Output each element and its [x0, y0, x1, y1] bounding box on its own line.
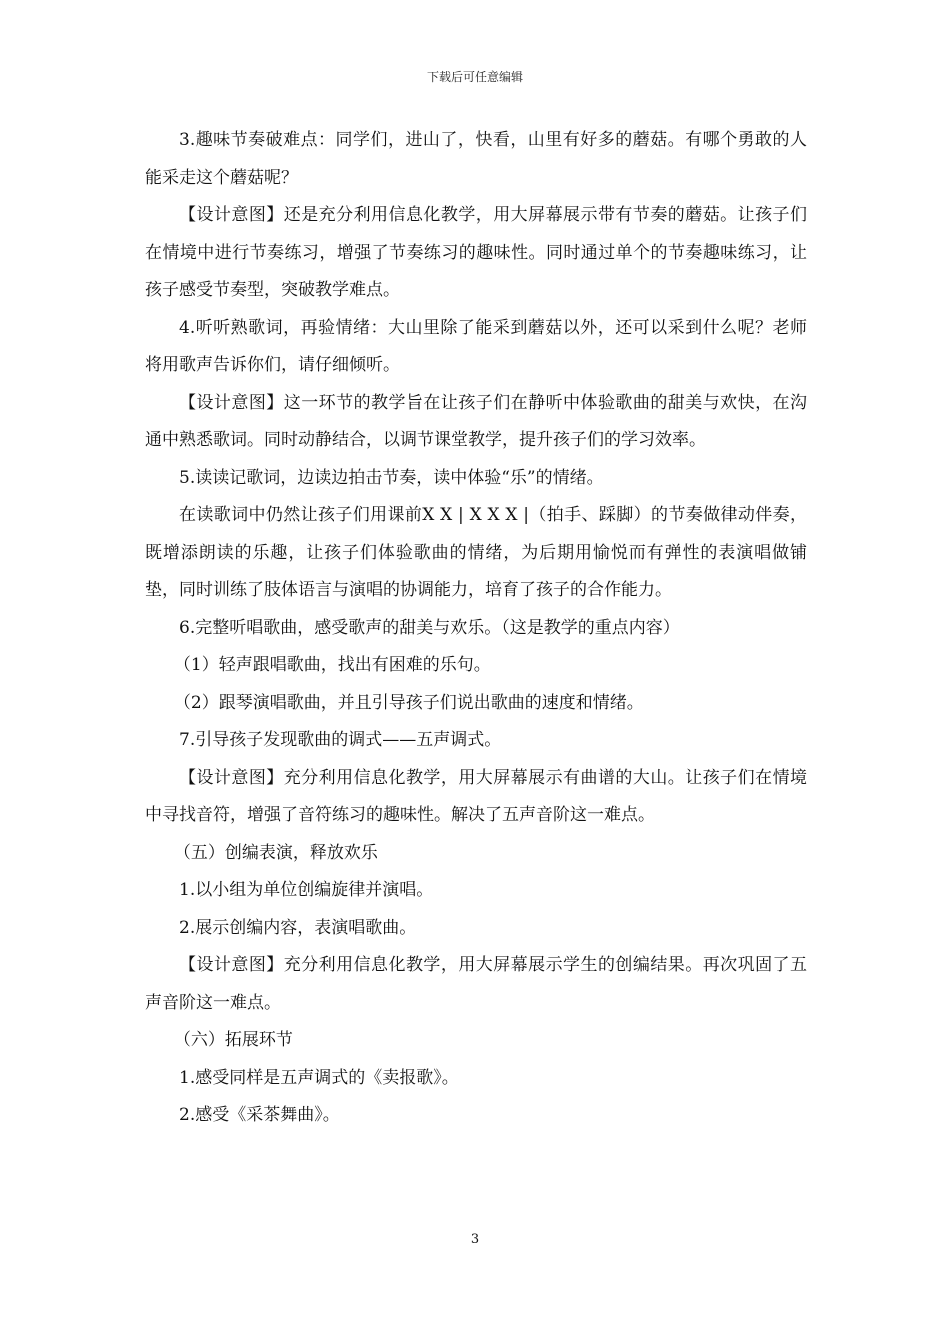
document-body: [145, 122, 807, 1135]
paragraph-substep-1: （1）轻声跟唱歌曲，找出有困难的乐句。: [173, 655, 491, 675]
paragraph-extend-step-1: 1.感受同样是五声调式的《卖报歌》。: [179, 1067, 459, 1088]
paragraph-create-step-1: 1.以小组为单位创编旋律并演唱。: [179, 880, 434, 900]
paragraph-substep-2: （2）跟琴演唱歌曲，并且引导孩子们说出歌曲的速度和情绪。: [173, 692, 644, 713]
section-heading-six: （六）拓展环节: [173, 1030, 293, 1050]
section-heading-five: （五）创编表演，释放欢乐: [173, 842, 378, 863]
paragraph-step-4: 4.听听熟歌词，再验情绪：大山里除了能采到蘑菇以外，还可以采到什么呢？老师将用歌声告诉你们，请仔细倾听。: [145, 317, 807, 375]
paragraph-step-3: 3.趣味节奏破难点：同学们，进山了，快看，山里有好多的蘑菇。有哪个勇敢的人能采走这个蘑菇呢？: [145, 130, 807, 188]
paragraph-design-intent-1: 【设计意图】还是充分利用信息化教学，用大屏幕展示带有节奏的蘑菇。让孩子们在情境中进行节奏练习，增强了节奏练习的趣味性。同时通过单个的节奏趣味练习，让孩子感受节奏型，突破教学难点。: [145, 205, 807, 300]
paragraph-extend-step-2: 2.感受《采茶舞曲》。: [179, 1105, 340, 1125]
page-number: 3: [470, 1232, 480, 1247]
paragraph-step-7: 7.引导孩子发现歌曲的调式——五声调式。: [179, 730, 502, 750]
paragraph-rhythm-accompaniment: 在读歌词中仍然让孩子们用课前X X | X X X |（拍手、踩脚）的节奏做律动伴奏，既增添朗读的乐趣，让孩子们体验歌曲的情绪，为后期用愉悦而有弹性的表演唱做铺垫，同时训练了肢体语言与演唱的协调能力，培育了孩子的合作能力。: [145, 505, 807, 600]
paragraph-design-intent-2: 【设计意图】这一环节的教学旨在让孩子们在静听中体验歌曲的甜美与欢快，在沟通中熟悉歌词。同时动静结合，以调节课堂教学，提升孩子们的学习效率。: [145, 392, 807, 450]
page-header: 下载后可任意编辑: [426, 70, 523, 84]
paragraph-design-intent-4: 【设计意图】充分利用信息化教学，用大屏幕展示学生的创编结果。再次巩固了五声音阶这一难点。: [145, 955, 807, 1013]
paragraph-step-6: 6.完整听唱歌曲，感受歌声的甜美与欢乐。（这是教学的重点内容）: [179, 617, 680, 638]
paragraph-design-intent-3: 【设计意图】充分利用信息化教学，用大屏幕展示有曲谱的大山。让孩子们在情境中寻找音符，增强了音符练习的趣味性。解决了五声音阶这一难点。: [145, 767, 807, 825]
paragraph-step-5: 5.读读记歌词，边读边拍击节奏，读中体验“乐”的情绪。: [179, 467, 604, 488]
paragraph-create-step-2: 2.展示创编内容，表演唱歌曲。: [179, 917, 417, 938]
